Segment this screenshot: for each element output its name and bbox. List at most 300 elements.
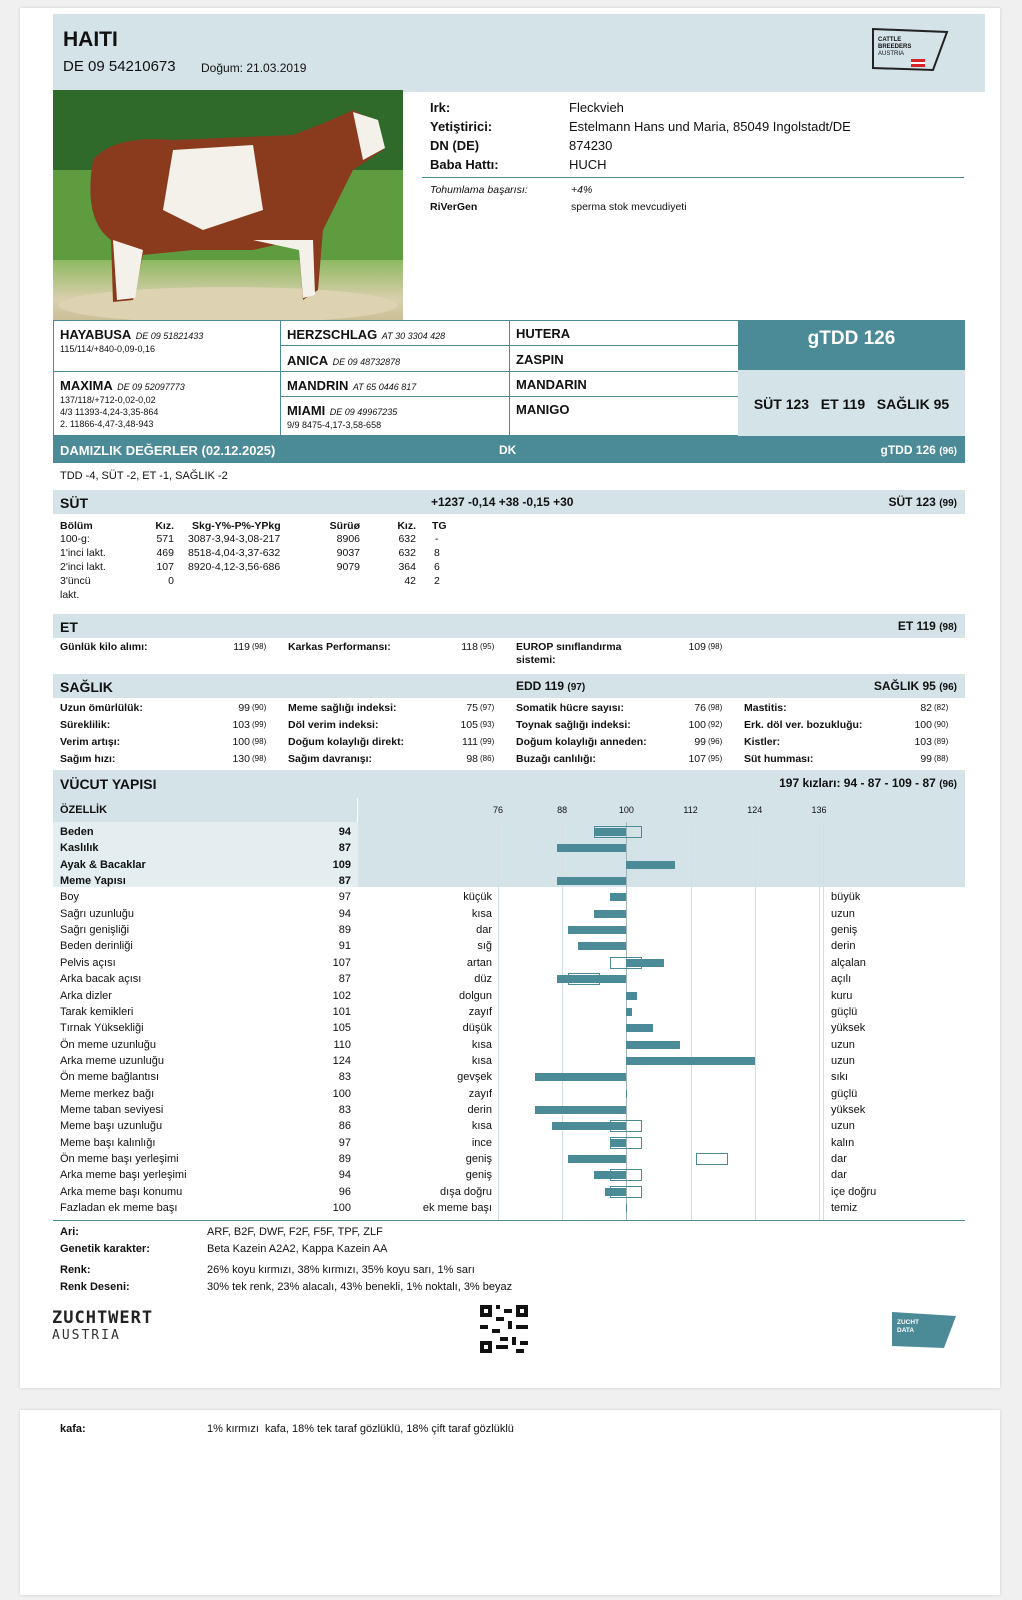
trait-name: Meme başı kalınlığı <box>60 1136 156 1149</box>
health-label: Erk. döl ver. bozukluğu: <box>744 719 863 731</box>
trait-range-box <box>610 1186 642 1198</box>
pedigree-sss[interactable] <box>509 320 739 346</box>
trait-value: 109 <box>332 858 351 871</box>
trait-value: 102 <box>332 989 351 1002</box>
milk-r0c0: 100-g: <box>60 533 90 545</box>
health-label: Uzun ömürlülük: <box>60 702 143 714</box>
trait-value: 87 <box>338 842 351 855</box>
health-value: 105 <box>460 719 478 731</box>
trait-low-label: kısa <box>471 907 492 920</box>
pedigree-ds[interactable] <box>280 371 510 397</box>
health-value: 98 <box>466 753 478 765</box>
cattle-breeders-logo <box>871 26 951 74</box>
trait-low-label: düz <box>474 973 492 986</box>
trait-value: 97 <box>338 1136 351 1149</box>
trait-row <box>20 889 1000 905</box>
extra-0-value: ARF, B2F, DWF, F2F, F5F, TPF, ZLF <box>207 1226 383 1238</box>
meat-i0-value: 119 <box>233 641 250 653</box>
rivergen-label: RiVerGen <box>430 201 478 213</box>
health-rel: (92) <box>708 720 723 729</box>
health-label: Doğum kolaylığı direkt: <box>288 736 405 748</box>
sd-id: DE 09 48732878 <box>332 357 401 367</box>
pedigree-dss[interactable] <box>509 371 739 397</box>
trait-value: 105 <box>332 1022 351 1035</box>
gtdd-box <box>738 320 965 370</box>
health-rel: (86) <box>480 754 495 763</box>
health-value: 100 <box>914 719 932 731</box>
health-right-rel: (96) <box>939 682 957 693</box>
ds-id: AT 65 0446 817 <box>352 382 417 392</box>
milk-r2c5: 6 <box>434 561 440 573</box>
trait-row <box>20 1053 1000 1069</box>
health-rel: (93) <box>480 720 495 729</box>
conformation-title: VÜCUT YAPISI <box>60 776 157 792</box>
meat-i1-value: 118 <box>461 641 478 653</box>
info-divider <box>422 177 964 178</box>
trait-name: Beden derinliği <box>60 940 133 953</box>
trait-row <box>20 1020 1000 1036</box>
trait-row <box>20 938 1000 954</box>
trait-value: 100 <box>332 1202 351 1215</box>
health-value: 75 <box>466 702 478 714</box>
trait-high-label: temiz <box>831 1202 858 1215</box>
logo-text-2: BREEDERS <box>878 44 912 50</box>
dam-data-2: 4/3 11393-4,24-3,35-864 <box>60 407 159 417</box>
trait-name: Meme merkez bağı <box>60 1087 155 1100</box>
trait-value: 96 <box>338 1185 351 1198</box>
conformation-right-rel: (96) <box>939 779 957 790</box>
trait-value: 86 <box>338 1120 351 1133</box>
sire-data: 115/114/+840-0,09-0,16 <box>60 344 155 354</box>
health-value: 82 <box>920 702 932 714</box>
trait-name: Arka dizler <box>60 989 112 1002</box>
dd-name: MIAMI <box>287 403 326 418</box>
health-label: Toynak sağlığı indeksi: <box>516 719 631 731</box>
trait-low-label: geniş <box>465 1169 492 1182</box>
trait-value: 100 <box>332 1087 351 1100</box>
logo-text-3: AUSTRIA <box>878 51 905 57</box>
milk-h4: Kız. <box>397 520 416 532</box>
milk-right: SÜT 123 <box>888 495 936 509</box>
austria-text: AUSTRIA <box>52 1328 121 1343</box>
extra-0-label: Ari: <box>60 1226 79 1238</box>
trait-range-box <box>610 957 642 969</box>
milk-r2c0: 2'inci lakt. <box>60 561 106 573</box>
dds-name: MANIGO <box>516 402 570 417</box>
trait-name: Sağrı uzunluğu <box>60 907 134 920</box>
trait-high-label: uzun <box>831 1038 855 1051</box>
milk-h2: Skg-Y%-P%-YPkg <box>192 520 281 532</box>
meat-i1-rel: (95) <box>480 642 495 651</box>
trait-bar <box>552 1122 627 1130</box>
trait-bar <box>557 975 627 983</box>
ss-id: AT 30 3304 428 <box>381 331 446 341</box>
milk-r1c4: 632 <box>398 547 416 559</box>
milk-mid: +1237 -0,14 +38 -0,15 +30 <box>431 495 574 509</box>
main-traits-left <box>53 822 358 887</box>
health-value: 99 <box>920 753 932 765</box>
health-rel: (90) <box>252 703 267 712</box>
milk-r1c0: 1'inci lakt. <box>60 547 106 559</box>
trait-low-label: kısa <box>471 1120 492 1133</box>
trait-row <box>20 1184 1000 1200</box>
dd-id: DE 09 49967235 <box>329 407 398 417</box>
trait-high-label: yüksek <box>831 1022 866 1035</box>
dam-name: MAXIMA <box>60 378 113 393</box>
pedigree-dds[interactable] <box>509 396 739 436</box>
zuchtdata-text-2: DATA <box>897 1327 915 1334</box>
dd-data: 9/9 8475-4,17-3,58-658 <box>287 420 382 430</box>
health-rel: (88) <box>934 754 949 763</box>
trait-name: Kaslılık <box>60 842 99 855</box>
trait-range-box <box>696 1153 728 1165</box>
trait-row <box>20 1135 1000 1151</box>
meat-band <box>53 614 965 638</box>
trait-name: Meme taban seviyesi <box>60 1103 164 1116</box>
second-page <box>20 1410 1000 1595</box>
meat-title: ET <box>60 619 78 635</box>
trait-bar <box>626 1041 680 1049</box>
trait-bar <box>626 1024 653 1032</box>
tick-label: 88 <box>557 805 568 815</box>
trait-row <box>20 971 1000 987</box>
milk-h1: Kız. <box>155 520 174 532</box>
registration-number: DE 09 54210673 <box>63 58 176 75</box>
trait-low-label: düşük <box>462 1022 492 1035</box>
zuchtwert-logo <box>52 1308 153 1343</box>
trait-range-box <box>568 973 600 985</box>
breeding-right: gTDD 126 <box>880 443 936 457</box>
trait-range-box <box>610 1169 642 1181</box>
trait-bar <box>535 1073 626 1081</box>
sire-line-label: Baba Hattı: <box>430 157 499 172</box>
milk-band <box>53 490 965 514</box>
health-label: Süreklilik: <box>60 719 111 731</box>
trait-name: Beden <box>60 826 94 838</box>
conformation-band <box>53 770 965 822</box>
milk-r0c5: - <box>435 533 439 545</box>
trait-bar <box>568 1155 627 1163</box>
trait-low-label: derin <box>467 1103 492 1116</box>
health-label: Süt humması: <box>744 753 814 765</box>
pedigree-dam[interactable] <box>53 371 281 436</box>
trait-low-label: dar <box>476 924 492 937</box>
breeder-value: Estelmann Hans und Maria, 85049 Ingolstadt/DE <box>569 119 851 134</box>
milk-r0c3: 8906 <box>336 533 360 545</box>
trait-low-label: artan <box>466 956 492 969</box>
tick-label: 112 <box>683 805 698 815</box>
extra-1-value: Beta Kazein A2A2, Kappa Kazein AA <box>207 1243 388 1255</box>
tick-label: 136 <box>811 805 827 815</box>
health-label: Verim artışı: <box>60 736 121 748</box>
trait-value: 89 <box>338 924 351 937</box>
sds-name: ZASPIN <box>516 352 564 367</box>
zuchtdata-logo <box>892 1310 956 1350</box>
pedigree-ss[interactable] <box>280 320 510 346</box>
feature-header-divider <box>357 798 358 822</box>
extra-2-label: Renk: <box>60 1264 91 1276</box>
trait-low-label: gevşek <box>457 1071 492 1084</box>
trait-bar <box>578 942 626 950</box>
tick-label: 100 <box>618 805 634 815</box>
trait-value: 107 <box>332 956 351 969</box>
milk-r3c4: 42 <box>404 575 416 587</box>
trait-low-label: zayıf <box>468 1087 492 1100</box>
trait-value: 87 <box>338 875 351 888</box>
trait-high-label: geniş <box>831 924 858 937</box>
header-band <box>53 14 985 92</box>
health-rel: (98) <box>708 703 723 712</box>
trait-value: 89 <box>338 1153 351 1165</box>
trait-value: 91 <box>338 940 351 953</box>
gtdd-sub: SÜT 123 ET 119 SAĞLIK 95 <box>753 396 950 412</box>
pedigree-sd[interactable] <box>280 345 510 372</box>
trait-row <box>20 922 1000 938</box>
trait-value: 124 <box>332 1054 351 1067</box>
ss-name: HERZSCHLAG <box>287 327 378 342</box>
breeding-mid: DK <box>499 443 517 457</box>
gtdd-sub-box <box>738 370 965 436</box>
feature-header: ÖZELLİK <box>60 804 108 816</box>
health-label: Döl verim indeksi: <box>288 719 379 731</box>
meat-items <box>60 641 960 671</box>
ds-name: MANDRIN <box>287 378 349 393</box>
milk-r2c2: 8920-4,12-3,56-686 <box>188 561 281 573</box>
health-rel: (95) <box>708 754 723 763</box>
breeding-note: TDD -4, SÜT -2, ET -1, SAĞLIK -2 <box>60 470 228 482</box>
trait-row <box>20 1102 1000 1118</box>
trait-high-label: kalın <box>831 1136 855 1149</box>
trait-bar <box>626 1090 627 1098</box>
health-value: 130 <box>232 753 250 765</box>
trait-bar <box>568 926 627 934</box>
birth-date: Doğum: 21.03.2019 <box>201 61 307 75</box>
trait-bar <box>626 1008 631 1016</box>
health-rel: (96) <box>708 737 723 746</box>
trait-row <box>20 906 1000 922</box>
health-rel: (82) <box>934 703 949 712</box>
milk-right-rel: (99) <box>939 498 957 509</box>
trait-low-label: dışa doğru <box>440 1185 492 1198</box>
meat-right: ET 119 <box>897 619 936 633</box>
trait-value: 83 <box>338 1071 351 1084</box>
trait-high-label: açılı <box>831 973 852 986</box>
dn-label: DN (DE) <box>430 138 480 153</box>
trait-value: 110 <box>333 1038 351 1051</box>
trait-high-label: kuru <box>831 989 853 1002</box>
meat-i1-label: Karkas Performansı: <box>288 641 391 653</box>
health-value: 103 <box>914 736 932 748</box>
rivergen-value: sperma stok mevcudiyeti <box>571 201 687 213</box>
health-label: Meme sağlığı indeksi: <box>288 702 397 714</box>
trait-value: 97 <box>338 891 351 904</box>
trait-high-label: derin <box>831 940 856 953</box>
breeding-right-rel: (96) <box>939 446 957 457</box>
meat-right-rel: (98) <box>939 622 957 633</box>
zuchtwert-text: ZUCHTWERT <box>52 1308 154 1328</box>
trait-name: Arka bacak açısı <box>60 973 142 986</box>
trait-low-label: zayıf <box>468 1005 492 1018</box>
milk-h3: Sürüø <box>329 520 360 532</box>
sire-name: HAYABUSA <box>60 327 132 342</box>
extra-3-value: 30% tek renk, 23% alacalı, 43% benekli, 1% noktalı, 3% beyaz <box>207 1281 513 1293</box>
health-rel: (97) <box>480 703 495 712</box>
milk-table <box>60 520 480 612</box>
trait-low-label: dolgun <box>458 989 492 1002</box>
extra-1-label: Genetik karakter: <box>60 1243 150 1255</box>
trait-range-box <box>610 1137 642 1149</box>
trait-bar <box>605 1188 626 1196</box>
health-rel: (99) <box>252 720 267 729</box>
health-band <box>53 674 965 698</box>
trait-row <box>20 1069 1000 1085</box>
health-value: 111 <box>462 736 478 748</box>
tick-label: 124 <box>747 805 763 815</box>
logo-text-1: CATTLE <box>878 37 902 43</box>
health-label: Mastitis: <box>744 702 787 714</box>
trait-high-label: güçlü <box>831 1087 858 1100</box>
trait-value: 94 <box>338 907 351 920</box>
health-title: SAĞLIK <box>60 679 113 695</box>
health-value: 107 <box>688 753 706 765</box>
health-right: SAĞLIK 95 <box>873 679 936 693</box>
trait-value: 87 <box>338 973 351 986</box>
milk-r1c1: 469 <box>156 547 174 559</box>
conformation-bottom-line <box>53 1220 965 1221</box>
trait-high-label: uzun <box>831 1120 855 1133</box>
breed-label: Irk: <box>430 100 451 115</box>
trait-row <box>20 1200 1000 1216</box>
trait-name: Ön meme bağlantısı <box>60 1071 160 1084</box>
conformation-right: 197 kızları: 94 - 87 - 109 - 87 <box>779 776 936 790</box>
health-label: Buzağı canlılığı: <box>516 753 596 765</box>
milk-r3c5: 2 <box>434 575 440 587</box>
sire-id: DE 09 51821433 <box>135 331 204 341</box>
trait-row <box>20 1118 1000 1134</box>
trait-bar <box>626 1204 627 1212</box>
trait-name: Meme Yapısı <box>60 875 126 888</box>
trait-name: Ön meme başı yerleşimi <box>60 1153 179 1165</box>
trait-name: Sağrı genişliği <box>60 924 130 937</box>
trait-bar <box>610 893 626 901</box>
extra-3-label: Renk Deseni: <box>60 1281 130 1293</box>
trait-row <box>20 1151 1000 1167</box>
bull-name: HAITI <box>63 28 118 51</box>
trait-name: Ayak & Bacaklar <box>60 858 146 871</box>
trait-high-label: içe doğru <box>831 1185 877 1198</box>
trait-name: Fazladan ek meme başı <box>60 1202 178 1215</box>
breeding-title: DAMIZLIK DEĞERLER (02.12.2025) <box>60 443 276 458</box>
trait-value: 101 <box>332 1005 351 1018</box>
health-label: Sağım hızı: <box>60 753 116 765</box>
trait-bar <box>594 1171 626 1179</box>
milk-r1c2: 8518-4,04-3,37-632 <box>188 547 281 559</box>
health-value: 99 <box>238 702 250 714</box>
milk-r3c1: 0 <box>168 575 174 587</box>
trait-low-label: ince <box>471 1136 492 1149</box>
insem-label: Tohumlama başarısı: <box>430 184 528 196</box>
trait-name: Arka meme uzunluğu <box>60 1054 164 1067</box>
extra-2-value: 26% koyu kırmızı, 38% kırmızı, 35% koyu sarı, 1% sarı <box>207 1264 475 1276</box>
milk-r2c4: 364 <box>398 561 416 573</box>
trait-row <box>20 1086 1000 1102</box>
health-value: 76 <box>694 702 706 714</box>
health-value: 103 <box>232 719 250 731</box>
milk-r0c2: 3087-3,94-3,08-217 <box>188 533 281 545</box>
trait-high-label: dar <box>831 1169 847 1182</box>
milk-r0c1: 571 <box>156 533 174 545</box>
sire-line-value: HUCH <box>569 157 607 172</box>
breeding-band <box>53 436 965 463</box>
meat-i0-rel: (98) <box>252 642 267 651</box>
trait-high-label: güçlü <box>831 1005 858 1018</box>
bull-photo <box>53 90 403 328</box>
milk-h5: TG <box>432 520 447 532</box>
pedigree-sire[interactable] <box>53 320 281 372</box>
milk-h0: Bölüm <box>60 520 93 532</box>
trait-low-label: küçük <box>463 891 492 904</box>
trait-high-label: uzun <box>831 1054 855 1067</box>
breed-value: Fleckvieh <box>569 100 624 115</box>
trait-row <box>20 1167 1000 1183</box>
meat-i0-label: Günlük kilo alımı: <box>60 641 148 653</box>
dam-data-3: 2. 11866-4,47-3,48-943 <box>60 419 154 429</box>
meat-i2-label2: sistemi: <box>516 654 556 666</box>
trait-name: Arka meme başı yerleşimi <box>60 1169 187 1182</box>
trait-name: Meme başı uzunluğu <box>60 1120 163 1133</box>
gtdd-title: gTDD 126 <box>807 328 896 349</box>
health-mid-rel: (97) <box>567 682 586 693</box>
trait-high-label: dar <box>831 1153 847 1165</box>
health-mid: EDD 119 <box>516 679 565 693</box>
health-grid <box>60 702 965 770</box>
pedigree-sds[interactable] <box>509 345 739 372</box>
trait-high-label: alçalan <box>831 956 866 969</box>
head-value: 1% kırmızı kafa, 18% tek taraf gözlüklü, 18% çift taraf gözlüklü <box>207 1423 514 1435</box>
dss-name: MANDARIN <box>516 377 587 392</box>
trait-low-label: kısa <box>471 1038 492 1051</box>
health-rel: (90) <box>934 720 949 729</box>
dn-value: 874230 <box>569 138 613 153</box>
meat-i2-rel: (98) <box>708 642 723 651</box>
breeder-label: Yetiştirici: <box>430 119 493 134</box>
trait-row <box>20 1004 1000 1020</box>
pedigree-dd[interactable] <box>280 396 510 436</box>
qr-code[interactable] <box>480 1305 528 1353</box>
trait-name: Arka meme başı konumu <box>60 1185 183 1198</box>
health-label: Doğum kolaylığı anneden: <box>516 736 647 748</box>
trait-bar <box>626 992 637 1000</box>
health-value: 99 <box>694 736 706 748</box>
trait-low-label: sığ <box>477 940 492 953</box>
trait-row <box>20 955 1000 971</box>
trait-bar <box>610 1139 626 1147</box>
trait-value: 94 <box>338 1169 351 1182</box>
trait-name: Pelvis açısı <box>60 956 116 969</box>
trait-value: 94 <box>338 826 351 838</box>
trait-high-label: büyük <box>831 891 861 904</box>
meat-i2-label: EUROP sınıflandırma <box>516 641 622 653</box>
trait-bar <box>594 910 626 918</box>
health-rel: (89) <box>934 737 949 746</box>
milk-r3c0: 3'üncü <box>60 575 91 587</box>
dam-id: DE 09 52097773 <box>117 382 185 392</box>
trait-name: Ön meme uzunluğu <box>60 1038 156 1051</box>
milk-r1c3: 9037 <box>336 547 360 559</box>
trait-bar <box>626 959 663 967</box>
health-rel: (98) <box>252 754 267 763</box>
trait-row <box>20 1037 1000 1053</box>
